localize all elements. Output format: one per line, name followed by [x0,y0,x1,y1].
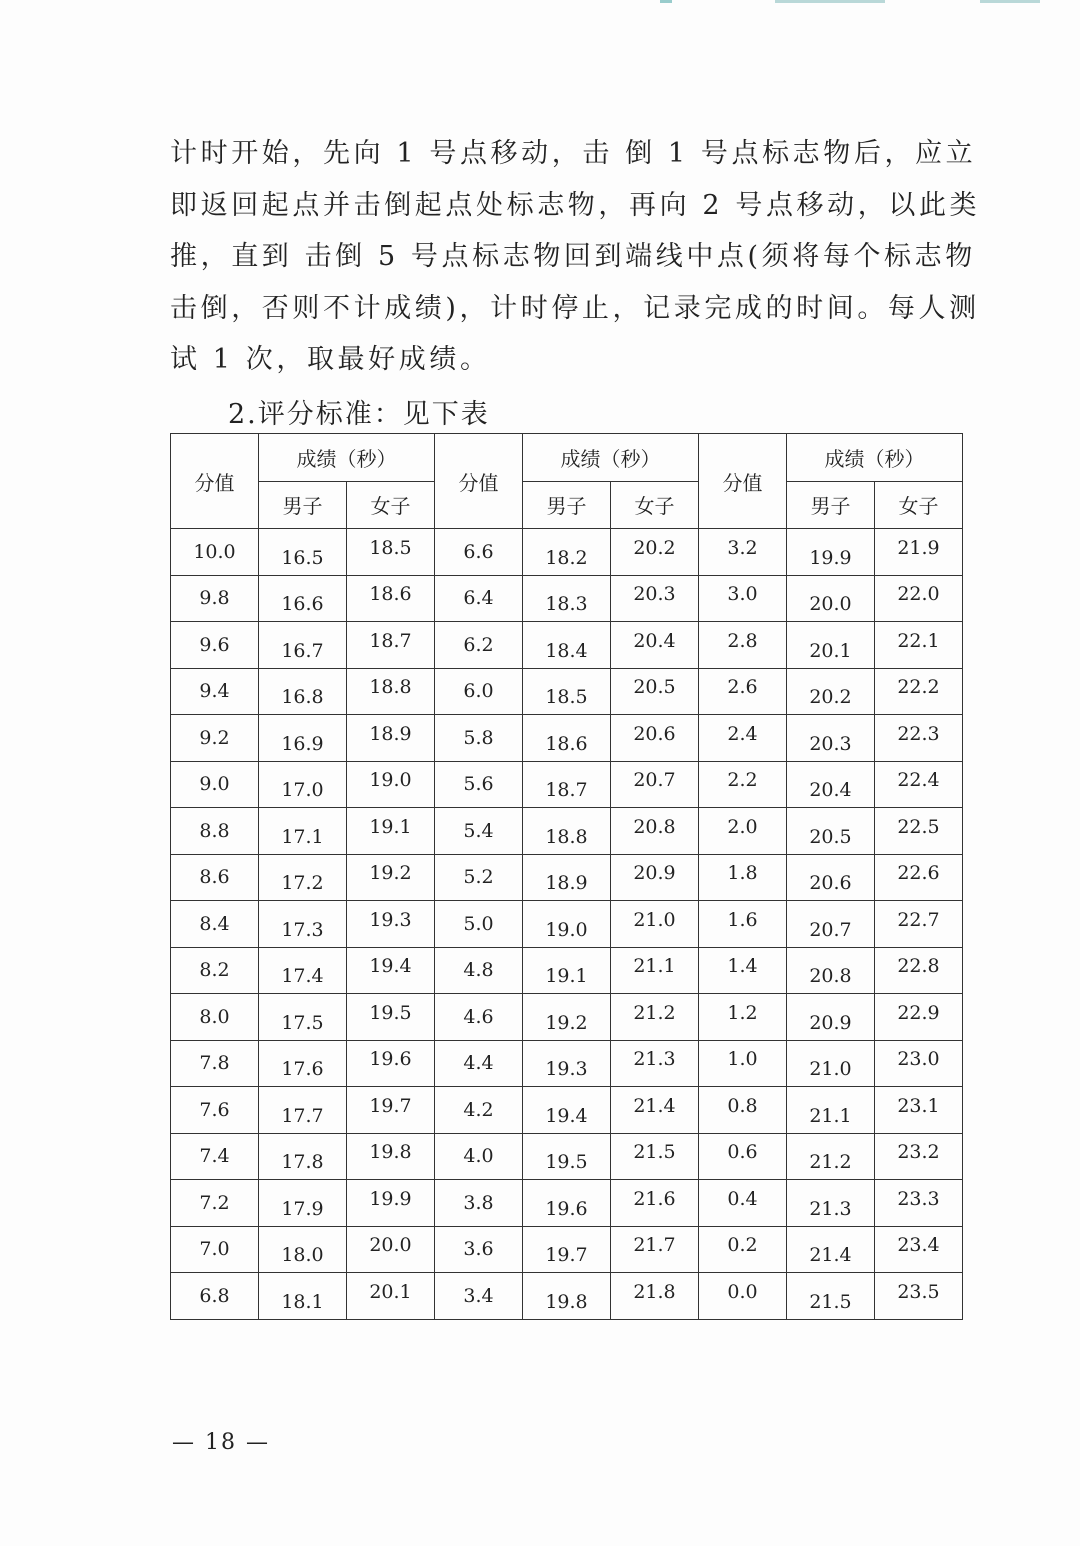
female-time-cell: 22.7 [875,901,963,948]
table-row [171,1180,963,1227]
female-time-cell: 18.6 [347,575,435,622]
male-time-cell: 16.9 [259,715,347,762]
score-cell: 9.4 [171,668,259,715]
score-cell: 8.8 [171,808,259,855]
score-cell: 4.0 [435,1133,523,1180]
female-time-cell: 23.4 [875,1226,963,1273]
female-time-cell: 20.4 [611,622,699,669]
male-time-cell: 16.8 [259,668,347,715]
female-time-cell: 20.1 [347,1273,435,1320]
score-cell: 10.0 [171,529,259,576]
score-cell: 6.4 [435,575,523,622]
score-cell: 5.8 [435,715,523,762]
male-time-cell: 17.5 [259,994,347,1041]
male-time-cell: 16.5 [259,529,347,576]
table-row [171,622,963,669]
score-cell: 4.8 [435,947,523,994]
female-time-cell: 21.6 [611,1180,699,1227]
male-time-cell: 21.2 [787,1133,875,1180]
score-cell: 4.4 [435,1040,523,1087]
male-time-cell: 19.1 [523,947,611,994]
female-time-cell: 20.7 [611,761,699,808]
score-cell: 1.2 [699,994,787,1041]
female-time-cell: 20.0 [347,1226,435,1273]
male-time-cell: 19.5 [523,1133,611,1180]
male-time-cell: 17.3 [259,901,347,948]
table-subheader-row [171,481,963,529]
score-cell: 6.8 [171,1273,259,1320]
female-time-cell: 22.9 [875,994,963,1041]
female-time-cell: 23.2 [875,1133,963,1180]
male-time-cell: 16.6 [259,575,347,622]
score-cell: 4.2 [435,1087,523,1134]
table-row [171,1273,963,1320]
female-time-cell: 21.3 [611,1040,699,1087]
male-time-cell: 17.4 [259,947,347,994]
score-cell: 0.0 [699,1273,787,1320]
male-time-cell: 19.8 [523,1273,611,1320]
table-header-row [171,434,963,482]
female-time-cell: 21.4 [611,1087,699,1134]
male-time-cell: 20.6 [787,854,875,901]
male-time-cell: 17.0 [259,761,347,808]
male-time-cell: 20.9 [787,994,875,1041]
table-row [171,761,963,808]
score-cell: 9.8 [171,575,259,622]
male-time-cell: 18.7 [523,761,611,808]
score-cell: 2.6 [699,668,787,715]
female-time-cell: 18.8 [347,668,435,715]
score-cell: 8.0 [171,994,259,1041]
male-time-cell: 19.6 [523,1180,611,1227]
female-time-cell: 20.2 [611,529,699,576]
score-cell: 1.8 [699,854,787,901]
score-header: 分值 [435,434,523,529]
score-cell: 2.2 [699,761,787,808]
score-cell: 2.0 [699,808,787,855]
table-row [171,901,963,948]
male-header: 男子 [259,481,347,529]
result-header: 成绩（秒） [523,434,699,482]
female-time-cell: 18.7 [347,622,435,669]
result-header: 成绩（秒） [787,434,963,482]
score-cell: 3.0 [699,575,787,622]
female-time-cell: 19.4 [347,947,435,994]
score-cell: 0.4 [699,1180,787,1227]
table-row [171,808,963,855]
female-time-cell: 20.8 [611,808,699,855]
score-cell: 5.2 [435,854,523,901]
female-time-cell: 18.9 [347,715,435,762]
female-time-cell: 23.0 [875,1040,963,1087]
male-time-cell: 20.0 [787,575,875,622]
score-cell: 9.2 [171,715,259,762]
page-number: — 18 — [172,1430,270,1455]
male-time-cell: 20.2 [787,668,875,715]
male-time-cell: 17.6 [259,1040,347,1087]
score-cell: 9.0 [171,761,259,808]
table-row [171,715,963,762]
male-header: 男子 [787,481,875,529]
female-time-cell: 22.1 [875,622,963,669]
female-time-cell: 22.3 [875,715,963,762]
male-time-cell: 21.3 [787,1180,875,1227]
female-header: 女子 [347,481,435,529]
score-cell: 1.0 [699,1040,787,1087]
female-header: 女子 [611,481,699,529]
table-row [171,1087,963,1134]
male-header: 男子 [523,481,611,529]
paragraph-line: 即返回起点并击倒起点处标志物，再向 2 号点移动，以此类 [170,189,981,221]
female-time-cell: 19.3 [347,901,435,948]
male-time-cell: 18.3 [523,575,611,622]
male-time-cell: 16.7 [259,622,347,669]
scoring-table [170,433,963,1320]
score-cell: 3.8 [435,1180,523,1227]
male-time-cell: 20.1 [787,622,875,669]
table-row [171,1133,963,1180]
score-cell: 0.8 [699,1087,787,1134]
male-time-cell: 17.7 [259,1087,347,1134]
score-cell: 6.2 [435,622,523,669]
female-time-cell: 22.6 [875,854,963,901]
score-cell: 7.2 [171,1180,259,1227]
female-time-cell: 22.0 [875,575,963,622]
female-time-cell: 22.8 [875,947,963,994]
paragraph-line: 计时开始，先向 1 号点移动，击 倒 1 号点标志物后，应立 [170,138,977,169]
male-time-cell: 18.4 [523,622,611,669]
female-time-cell: 21.5 [611,1133,699,1180]
female-time-cell: 21.0 [611,901,699,948]
score-cell: 4.6 [435,994,523,1041]
score-cell: 9.6 [171,622,259,669]
score-cell: 1.4 [699,947,787,994]
score-cell: 7.6 [171,1087,259,1134]
male-time-cell: 18.2 [523,529,611,576]
score-header: 分值 [171,434,259,529]
score-cell: 0.6 [699,1133,787,1180]
male-time-cell: 18.1 [259,1273,347,1320]
female-time-cell: 18.5 [347,529,435,576]
score-cell: 8.4 [171,901,259,948]
female-time-cell: 19.2 [347,854,435,901]
female-time-cell: 22.4 [875,761,963,808]
score-cell: 7.0 [171,1226,259,1273]
male-time-cell: 21.0 [787,1040,875,1087]
female-time-cell: 21.9 [875,529,963,576]
score-cell: 6.0 [435,668,523,715]
female-time-cell: 21.2 [611,994,699,1041]
table-row [171,1226,963,1273]
table-body [171,529,963,1320]
female-time-cell: 19.1 [347,808,435,855]
body-paragraph [170,128,981,386]
female-time-cell: 21.7 [611,1226,699,1273]
score-cell: 3.2 [699,529,787,576]
score-cell: 7.4 [171,1133,259,1180]
male-time-cell: 18.8 [523,808,611,855]
female-time-cell: 21.8 [611,1273,699,1320]
male-time-cell: 17.1 [259,808,347,855]
paragraph-line: 击倒，否则不计成绩)，计时停止，记录完成的时间。每人测 [170,292,980,324]
female-time-cell: 19.6 [347,1040,435,1087]
male-time-cell: 18.9 [523,854,611,901]
score-cell: 8.6 [171,854,259,901]
score-cell: 5.0 [435,901,523,948]
female-time-cell: 20.3 [611,575,699,622]
score-cell: 8.2 [171,947,259,994]
male-time-cell: 21.1 [787,1087,875,1134]
male-time-cell: 19.4 [523,1087,611,1134]
table-row [171,1040,963,1087]
male-time-cell: 21.5 [787,1273,875,1320]
table-row [171,947,963,994]
table-row [171,854,963,901]
female-header: 女子 [875,481,963,529]
male-time-cell: 17.9 [259,1180,347,1227]
male-time-cell: 21.4 [787,1226,875,1273]
female-time-cell: 19.0 [347,761,435,808]
male-time-cell: 18.6 [523,715,611,762]
score-cell: 5.6 [435,761,523,808]
female-time-cell: 19.5 [347,994,435,1041]
male-time-cell: 19.0 [523,901,611,948]
male-time-cell: 19.9 [787,529,875,576]
male-time-cell: 19.2 [523,994,611,1041]
table-row [171,575,963,622]
female-time-cell: 23.5 [875,1273,963,1320]
result-header: 成绩（秒） [259,434,435,482]
female-time-cell: 19.7 [347,1087,435,1134]
score-cell: 1.6 [699,901,787,948]
female-time-cell: 22.5 [875,808,963,855]
table-row [171,668,963,715]
table-row [171,994,963,1041]
score-cell: 7.8 [171,1040,259,1087]
male-time-cell: 17.2 [259,854,347,901]
male-time-cell: 17.8 [259,1133,347,1180]
male-time-cell: 20.8 [787,947,875,994]
score-header: 分值 [699,434,787,529]
female-time-cell: 21.1 [611,947,699,994]
female-time-cell: 19.9 [347,1180,435,1227]
table-row [171,529,963,576]
score-cell: 0.2 [699,1226,787,1273]
paragraph-line: 试 1 次，取最好成绩。 [170,344,491,375]
score-cell: 3.4 [435,1273,523,1320]
male-time-cell: 19.3 [523,1040,611,1087]
male-time-cell: 18.5 [523,668,611,715]
score-cell: 6.6 [435,529,523,576]
female-time-cell: 22.2 [875,668,963,715]
paragraph-line: 推，直到 击倒 5 号点标志物回到端线中点(须将每个标志物 [170,241,976,272]
male-time-cell: 20.7 [787,901,875,948]
male-time-cell: 20.5 [787,808,875,855]
score-cell: 2.4 [699,715,787,762]
top-edge-decoration [650,0,1050,3]
female-time-cell: 20.6 [611,715,699,762]
male-time-cell: 19.7 [523,1226,611,1273]
score-cell: 3.6 [435,1226,523,1273]
male-time-cell: 20.4 [787,761,875,808]
female-time-cell: 20.5 [611,668,699,715]
female-time-cell: 19.8 [347,1133,435,1180]
male-time-cell: 20.3 [787,715,875,762]
male-time-cell: 18.0 [259,1226,347,1273]
female-time-cell: 20.9 [611,854,699,901]
female-time-cell: 23.3 [875,1180,963,1227]
female-time-cell: 23.1 [875,1087,963,1134]
score-cell: 2.8 [699,622,787,669]
section-subheading: 2.评分标准：见下表 [228,399,490,430]
score-cell: 5.4 [435,808,523,855]
